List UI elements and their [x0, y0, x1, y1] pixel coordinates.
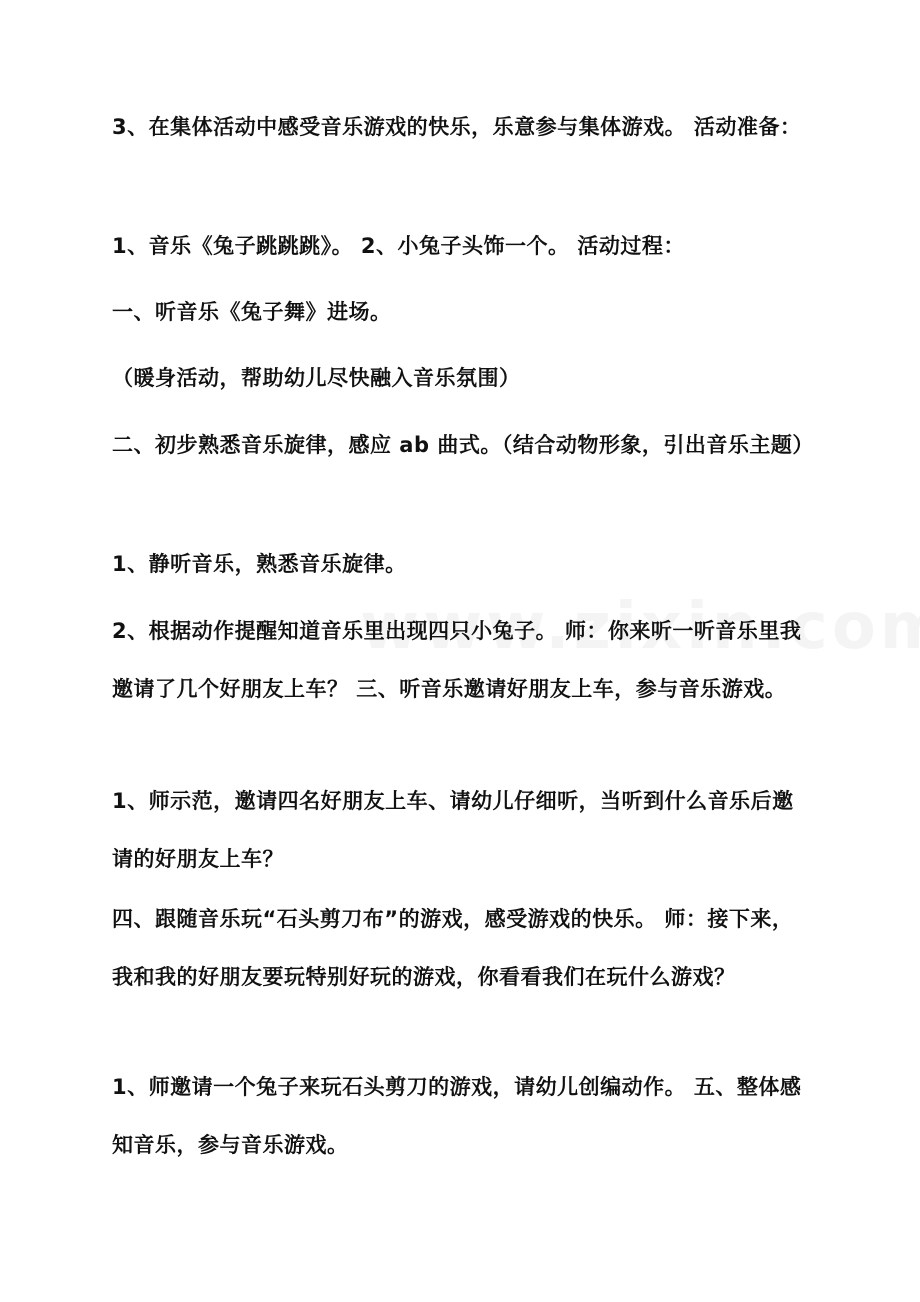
paragraph-goal-3: 3、在集体活动中感受音乐游戏的快乐，乐意参与集体游戏。 活动准备： [112, 115, 802, 139]
paragraph-preparation: 1、音乐《兔子跳跳跳》。 2、小兔子头饰一个。 活动过程： [112, 234, 685, 258]
paragraph-warmup: （暖身活动，帮助幼儿尽快融入音乐氛围） [112, 366, 521, 390]
paragraph-actions: 2、根据动作提醒知道音乐里出现四只小兔子。 师：你来听一听音乐里我邀请了几个好朋友上车？ 三、听音乐邀请好朋友上车，参与音乐游戏。 [112, 619, 802, 701]
paragraph-step-5: 1、师邀请一个兔子来玩石头剪刀的游戏，请幼儿创编动作。 五、整体感知音乐，参与音乐游戏。 [112, 1075, 802, 1157]
paragraph-step-2: 二、初步熟悉音乐旋律，感应 ab 曲式。（结合动物形象，引出音乐主题） [112, 433, 814, 457]
paragraph-demo: 1、师示范，邀请四名好朋友上车、请幼儿仔细听，当听到什么音乐后邀请的好朋友上车？ [112, 789, 794, 871]
paragraph-step-1: 一、听音乐《兔子舞》进场。 [112, 300, 392, 324]
paragraph-step-4: 四、跟随音乐玩“石头剪刀布”的游戏，感受游戏的快乐。 师：接下来，我和我的好朋友要玩特别好玩的游戏，你看看我们在玩什么游戏？ [112, 907, 794, 989]
paragraph-listen: 1、静听音乐，熟悉音乐旋律。 [112, 552, 407, 576]
